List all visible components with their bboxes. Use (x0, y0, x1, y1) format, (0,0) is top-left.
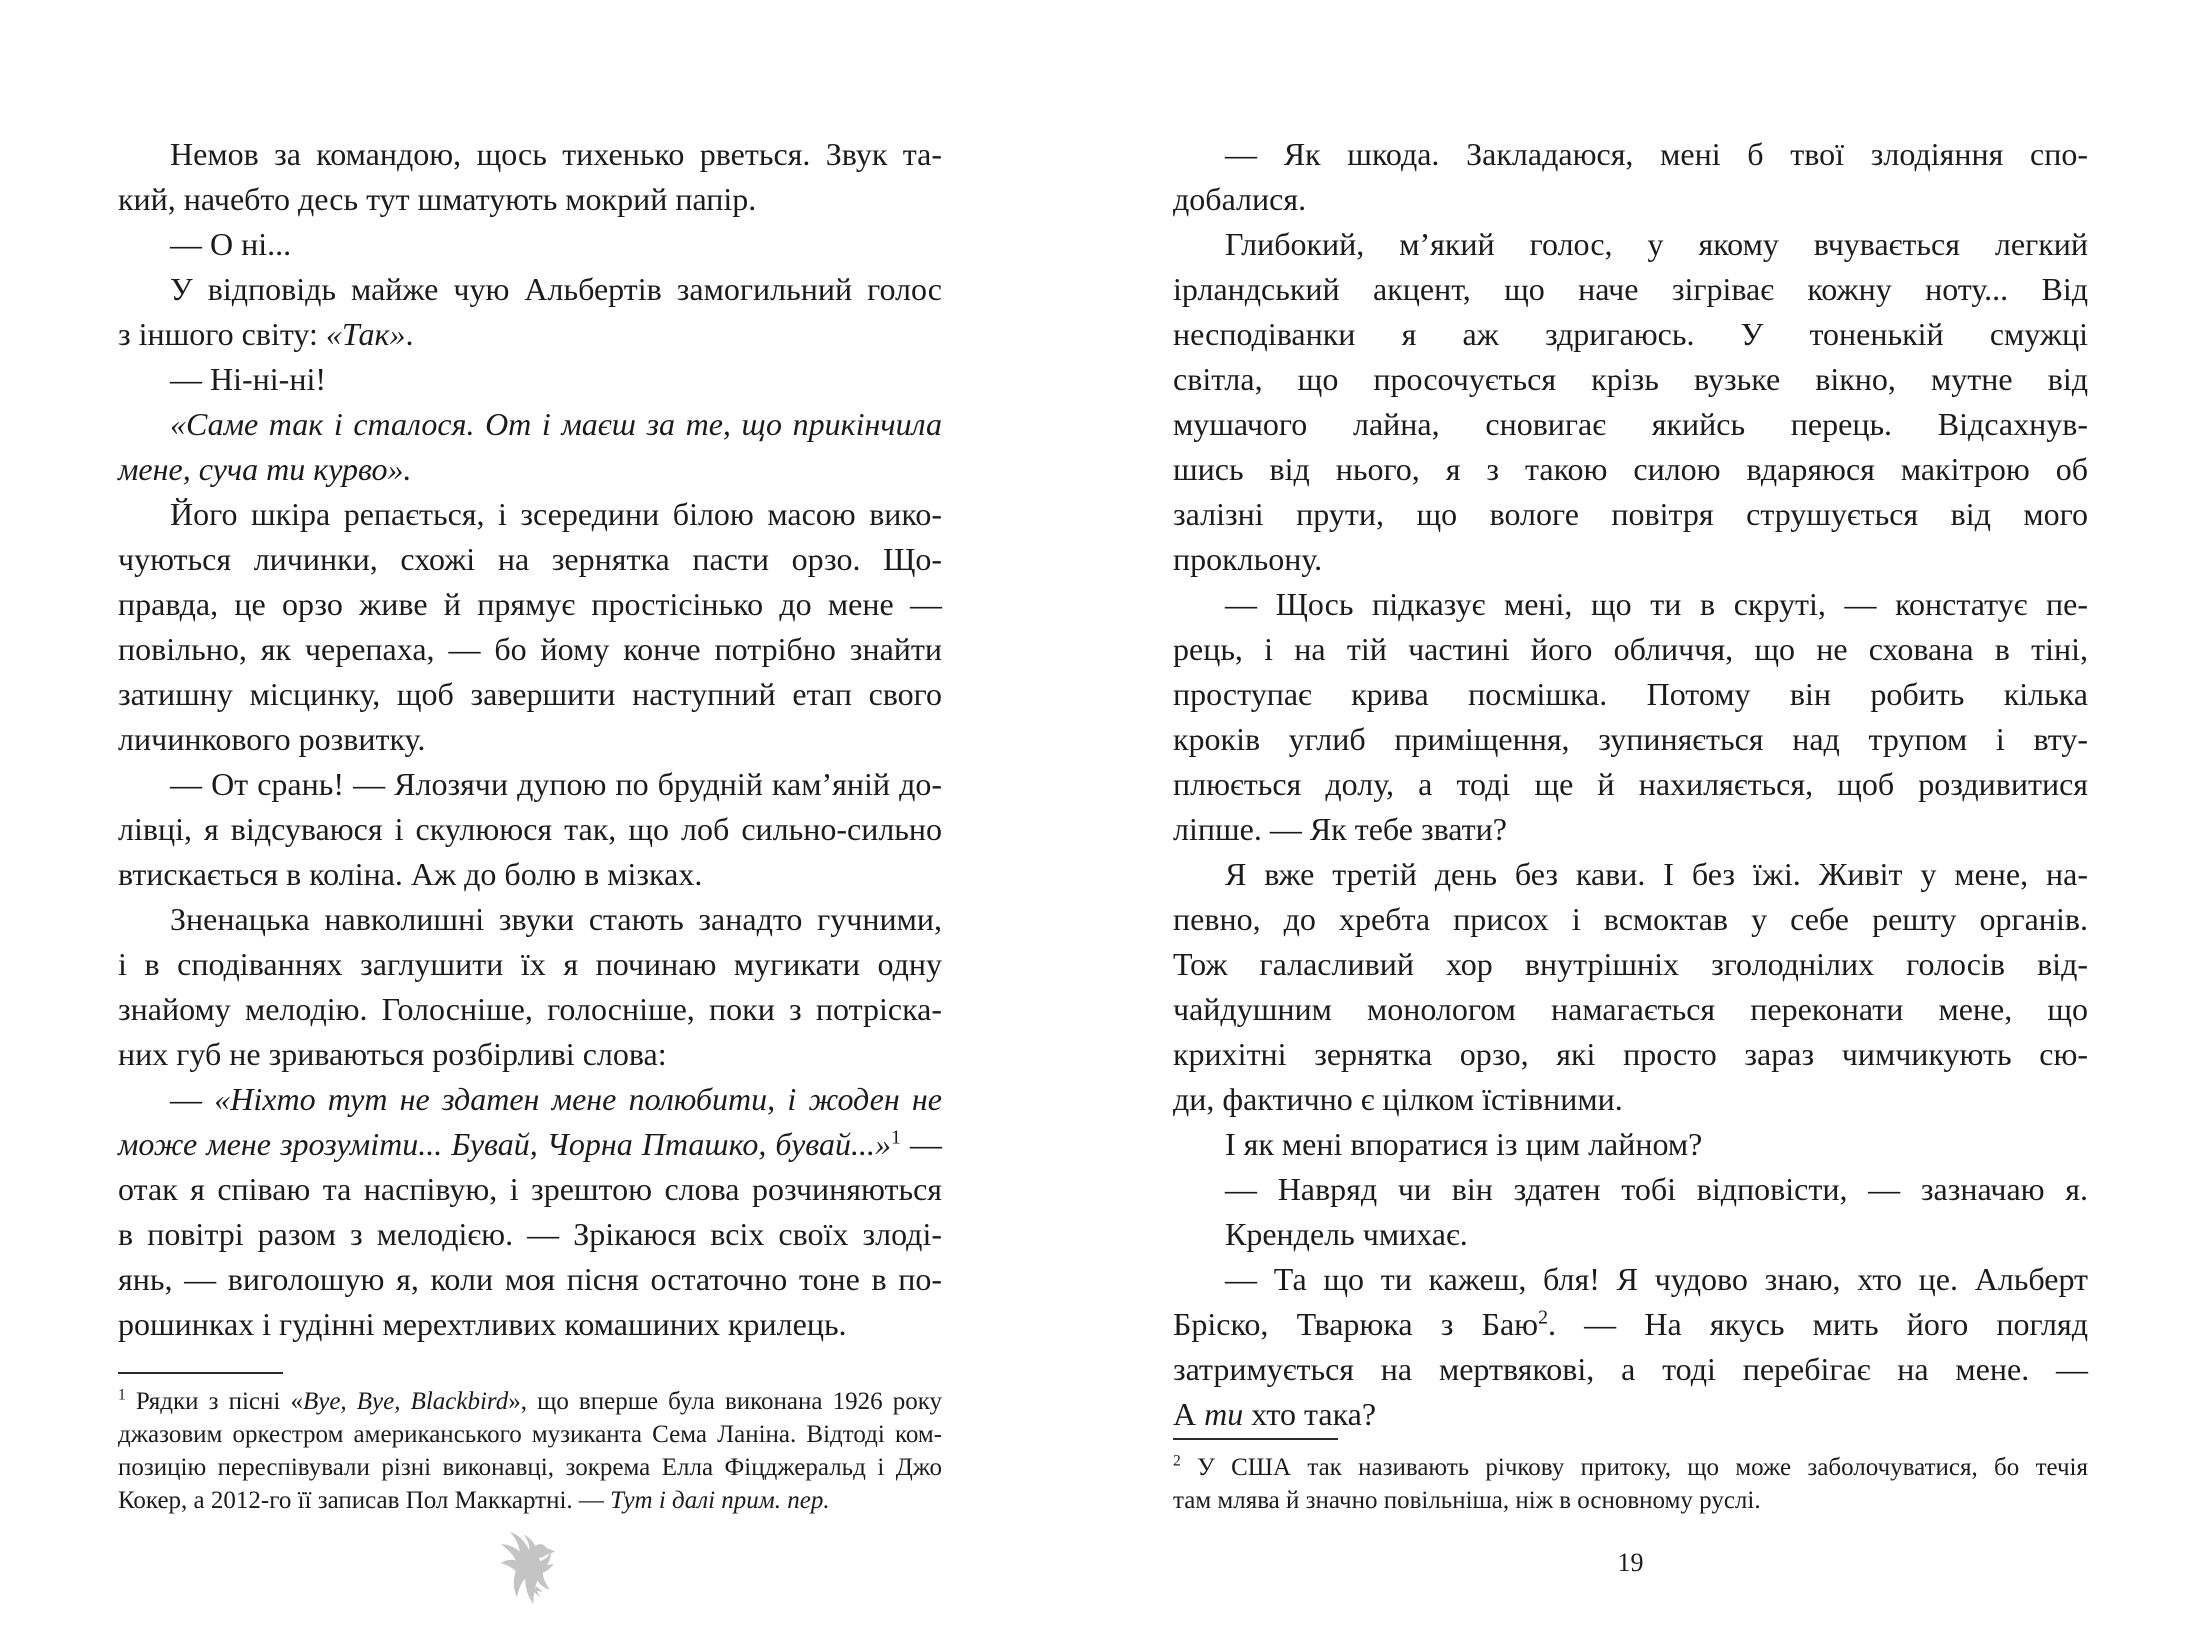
text-line: Немов за командою, щось тихенько рветься. Звук та- (170, 136, 942, 172)
text-line: з іншого світу: «Так». (118, 316, 414, 352)
text-line: $^1$ Рядки з пісні «Bye, Bye, Blackbird», що вперше була виконана 1926 року (118, 1386, 942, 1415)
text-line: янь, — виголошую я, коли моя пісня остаточно тоне в по- (118, 1261, 942, 1297)
text-line: А ти хто така? (1173, 1396, 1377, 1432)
text-line: позицію переспівували різні виконавці, зокрема Елла Фіцджеральд і Джо (118, 1454, 942, 1481)
text-line: них губ не зриваються розбірливі слова: (118, 1036, 667, 1072)
text-line: може мене зрозуміти... Бувай, Чорна Пташко, бувай...»$^1$ — (118, 1126, 943, 1162)
text-line: — О ні... (170, 226, 292, 262)
text-line: — «Ніхто тут не здатен мене полюбити, і жоден не (170, 1081, 943, 1117)
text-line: добалися. (1173, 181, 1307, 217)
text-line: затримується на мертвякові, а тоді перебігає на мене. — (1173, 1351, 2088, 1387)
text-line: мушачого лайна, сновигає якийсь перець. Відсахнув- (1173, 406, 2088, 442)
text-line: ірландський акцент, що наче зігріває кожну ноту... Від (1173, 271, 2088, 307)
text-line: в повітрі разом з мелодією. — Зрікаюся всіх своїх злоді- (118, 1216, 942, 1252)
text-line: У відповідь майже чую Альбертів замогильний голос (170, 271, 942, 307)
text-line: ліпше. — Як тебе звати? (1173, 811, 1507, 847)
text-line: залізні прути, що вологе повітря струшується від мого (1173, 496, 2088, 532)
text-line: втискається в коліна. Аж до болю в мізках. (118, 856, 703, 892)
text-line: плюється долу, а тоді ще й нахиляється, щоб роздивитися (1173, 766, 2088, 802)
text-line: — Та що ти кажеш, бля! Я чудово знаю, хто це. Альберт (1225, 1261, 2088, 1297)
left-page-footnote (118, 1372, 942, 1517)
text-line: Глибокий, м’який голос, у якому вчувається легкий (1225, 226, 2088, 262)
right-page-footnote (1173, 1438, 2088, 1517)
page-number: 19 (1617, 1548, 1644, 1577)
text-line: — Навряд чи він здатен тобі відповісти, — зазначаю я. (1225, 1171, 2088, 1207)
text-line: рошинках і гудінні мерехтливих комашиних крилець. (118, 1306, 847, 1342)
text-line: Бріско, Тварюка з Баю$^2$. — На якусь мить його погляд (1173, 1306, 2089, 1342)
text-line: $^2$ У США так називають річкову притоку, що може заболочуватися, бо течія (1173, 1452, 2088, 1481)
left-page-text (118, 132, 942, 1347)
text-line: Тож галасливий хор внутрішніх зголоднілих голосів від- (1173, 946, 2088, 982)
text-line: — Щось підказує мені, що ти в скруті, — констатує пе- (1225, 586, 2088, 622)
text-line: повільно, як черепаха, — бо йому конче потрібно знайти (118, 631, 942, 667)
text-line: кроків углиб приміщення, зупиняється над трупом і вту- (1173, 721, 2088, 757)
text-line: прокльону. (1173, 541, 1323, 577)
footnote-lines (118, 1385, 942, 1517)
footnote-divider (1173, 1438, 1338, 1440)
text-line: Кокер, а 2012-го її записав Пол Маккартні. — Тут і далі прим. пер. (118, 1487, 830, 1514)
text-line: джазовим оркестром американського музиканта Сема Ланіна. Відтоді ком- (118, 1421, 942, 1448)
text-line: — Як шкода. Закладаюся, мені б твої злодіяння спо- (1225, 136, 2088, 172)
blackbird-ornament-icon (498, 1526, 566, 1622)
text-line: правда, це орзо живе й прямує простісінько до мене — (118, 586, 942, 622)
text-line: Крендель чмихає. (1225, 1216, 1468, 1252)
text-line: мене, суча ти курво». (118, 451, 412, 487)
text-line: лівці, я відсуваюся і скулююся так, що лоб сильно-сильно (118, 811, 942, 847)
text-line: І як мені впоратися із цим лайном? (1225, 1126, 1703, 1162)
text-line: проступає крива посмішка. Потому він робить кілька (1173, 676, 2088, 712)
text-line: там млява й значно повільніша, ніж в основному руслі. (1173, 1487, 1761, 1514)
text-line: Його шкіра репається, і зсередини білою масою вико- (170, 496, 942, 532)
text-line: несподіванки я аж здригаюсь. У тоненькій смужці (1173, 316, 2088, 352)
text-line: певно, до хребта присох і всмоктав у себе решту органів. (1173, 901, 2088, 937)
text-line: кий, начебто десь тут шматують мокрий папір. (118, 181, 757, 217)
text-line: — Ні-ні-ні! (170, 361, 326, 397)
text-line: чайдушним монологом намагається переконати мене, що (1173, 991, 2088, 1027)
right-page-text (1173, 132, 2088, 1437)
text-line: отак я співаю та наспівую, і зрештою слова розчиняються (118, 1171, 942, 1207)
text-line: — От срань! — Ялозячи дупою по брудній кам’яній до- (170, 766, 942, 802)
text-line: ди, фактично є цілком їстівними. (1173, 1081, 1623, 1117)
footnote-lines (1173, 1451, 2088, 1517)
text-line: і в сподіваннях заглушити їх я починаю мугикати одну (118, 946, 942, 982)
text-line: світла, що просочується крізь вузьке вікно, мутне від (1173, 361, 2088, 397)
text-line: Я вже третій день без кави. І без їжі. Живіт у мене, на- (1225, 856, 2088, 892)
text-line: рець, і на тій частині його обличчя, що не схована в тіні, (1173, 631, 2088, 667)
text-line: затишну місцинку, щоб завершити наступний етап свого (118, 676, 942, 712)
footnote-divider (118, 1372, 283, 1374)
text-line: шись від нього, я з такою силою вдаряюся макітрою об (1173, 451, 2088, 487)
text-line: крихітні зернятка орзо, які просто зараз чимчикують сю- (1173, 1036, 2088, 1072)
text-line: личинкового розвитку. (118, 721, 426, 757)
text-line: чуються личинки, схожі на зернятка пасти орзо. Що- (118, 541, 942, 577)
text-line: знайому мелодію. Голосніше, голосніше, поки з потріска- (118, 991, 942, 1027)
text-line: «Саме так і сталося. От і маєш за те, що прикінчила (170, 406, 942, 442)
text-line: Зненацька навколишні звуки стають занадто гучними, (170, 901, 942, 937)
